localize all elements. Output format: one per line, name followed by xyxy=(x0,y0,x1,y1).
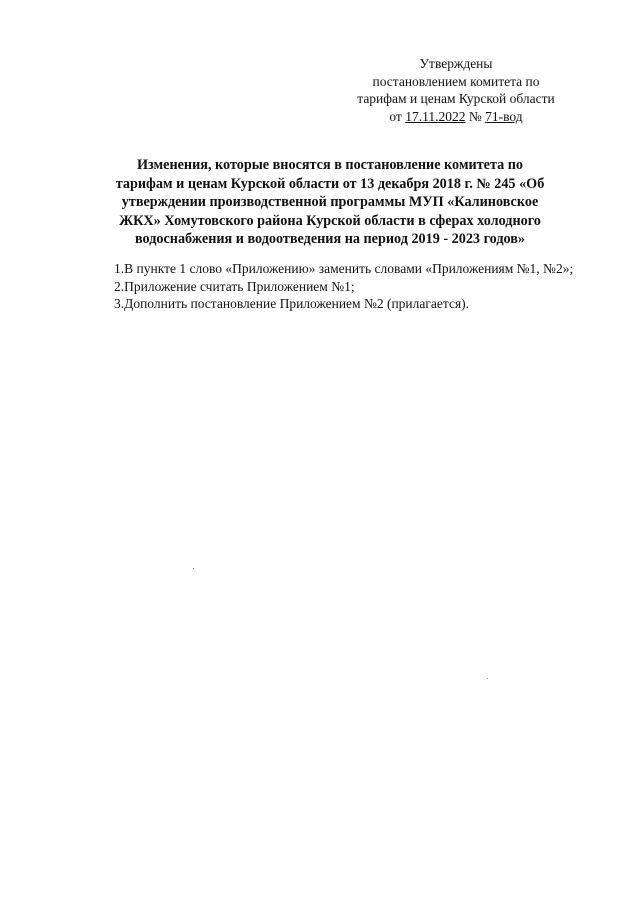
approval-number-sign: № xyxy=(468,108,482,124)
document-title xyxy=(80,156,580,249)
scan-speck xyxy=(487,678,488,679)
approval-line-1: Утверждены xyxy=(419,56,493,71)
approval-line-2: постановлением комитета по xyxy=(372,73,540,89)
item-2: 2.Приложение считать Приложением №1; xyxy=(114,278,355,294)
title-line-3: утверждении производственной программы МУП «Калиновское xyxy=(121,194,539,211)
title-line-5: водоснабжения и водоотведения на период 2019 - 2023 годов» xyxy=(134,231,526,248)
title-line-2: тарифам и ценам Курской области от 13 декабря 2018 г. № 245 «Об xyxy=(115,175,545,192)
approval-prefix: от xyxy=(389,108,402,124)
title-line-1: Изменения, которые вносятся в постановление комитета по xyxy=(136,157,524,173)
title-line-4: ЖКХ» Хомутовского района Курской области в сферах холодного xyxy=(119,212,541,229)
approval-number: 71-вод xyxy=(485,108,523,124)
approval-line-3: тарифам и ценам Курской области xyxy=(357,91,555,106)
approval-date: 17.11.2022 xyxy=(405,108,466,124)
document-body xyxy=(80,260,580,313)
approval-date-line xyxy=(330,108,582,126)
scan-speck xyxy=(193,568,194,569)
item-3: 3.Дополнить постановление Приложением №2 (прилагается). xyxy=(114,296,470,312)
approval-stamp xyxy=(330,55,582,125)
item-1: 1.В пункте 1 слово «Приложению» заменить словами «Приложениям №1, №2»; xyxy=(114,261,574,276)
